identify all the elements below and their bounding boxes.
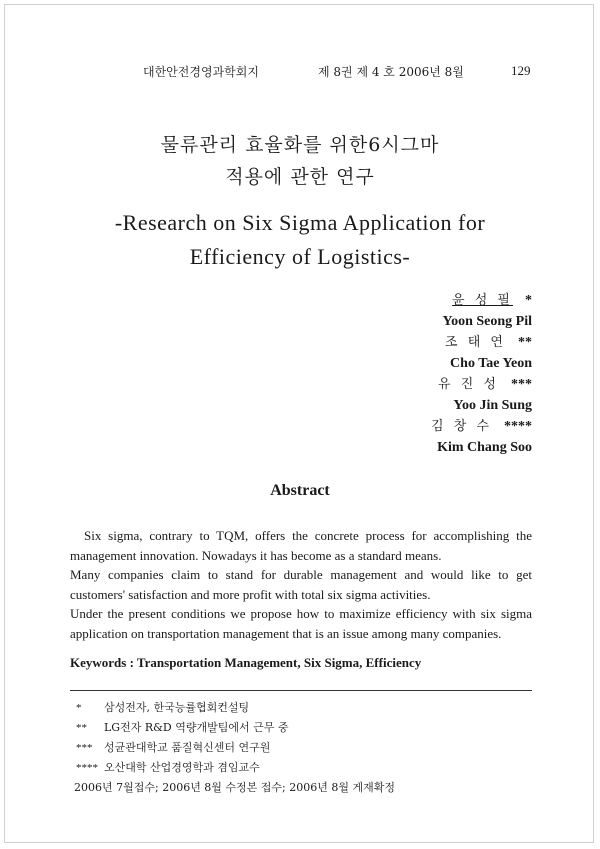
author-block	[431, 290, 532, 458]
abstract-paragraph-2: Many companies claim to stand for durable management and would like to get customers' satisfaction and more profit with total six sigma activities.	[70, 567, 532, 602]
footnote-text: 성균관대학교 품질혁신센터 연구원	[104, 741, 271, 754]
abstract-paragraph-1: Six sigma, contrary to TQM, offers the concrete process for accomplishing the management innovation. Nowadays it has become as a standard means.	[70, 528, 532, 563]
footnote-1	[76, 698, 395, 718]
english-title-line-2: Efficiency of Logistics-	[189, 244, 411, 269]
author-3-english: Yoo Jin Sung	[453, 398, 532, 413]
author-korean-name: 조 태 연	[445, 335, 506, 350]
author-1-korean	[431, 290, 532, 311]
issue-info: 제 8권 제 4 호 2006년 8월	[318, 65, 464, 79]
author-korean-name: 윤 성 필	[452, 293, 513, 308]
author-korean-name: 김 창 수	[431, 419, 492, 434]
affiliation-mark: ***	[511, 377, 532, 392]
footnotes	[76, 698, 395, 798]
author-1-english: Yoon Seong Pil	[442, 314, 532, 329]
footnote-mark: ***	[76, 742, 93, 754]
page-number: 129	[511, 63, 531, 78]
footnote-mark: *	[76, 702, 82, 714]
author-4-english: Kim Chang Soo	[437, 440, 532, 455]
footnote-4	[76, 758, 395, 778]
abstract-heading: Abstract	[270, 482, 330, 499]
korean-title-line-1: 물류관리 효율화를 위한6시그마	[160, 134, 440, 156]
author-3-korean	[431, 374, 532, 395]
running-header	[0, 63, 600, 83]
korean-title-line-2: 적용에 관한 연구	[225, 166, 375, 188]
affiliation-mark: **	[518, 335, 532, 350]
keywords: Keywords : Transportation Management, Six Sigma, Efficiency	[70, 655, 422, 670]
english-title-line-1: -Research on Six Sigma Application for	[114, 210, 486, 235]
affiliation-mark: *	[525, 293, 532, 308]
footnote-text: 삼성전자, 한국능률협회컨설팅	[104, 701, 250, 714]
footnote-2	[76, 718, 395, 738]
abstract-body	[70, 526, 532, 643]
footnote-text: LG전자 R&D 역량개발팀에서 근무 중	[104, 721, 289, 734]
submission-dates: 2006년 7월접수; 2006년 8월 수정본 접수; 2006년 8월 게재확정	[74, 781, 396, 794]
footnote-text: 오산대학 산업경영학과 겸임교수	[104, 761, 260, 774]
footnote-mark: **	[76, 722, 87, 734]
footnote-divider	[70, 690, 532, 691]
author-korean-name: 유 진 성	[438, 377, 499, 392]
affiliation-mark: ****	[504, 419, 532, 434]
footnote-3	[76, 738, 395, 758]
footnote-mark: ****	[76, 762, 98, 774]
journal-name: 대한안전경영과학회지	[143, 65, 259, 79]
author-4-korean	[431, 416, 532, 437]
author-2-korean	[431, 332, 532, 353]
abstract-paragraph-3: Under the present conditions we propose how to maximize efficiency with six sigma application on transportation management that is an issue among many companies.	[70, 606, 532, 641]
author-2-english: Cho Tae Yeon	[450, 356, 532, 371]
